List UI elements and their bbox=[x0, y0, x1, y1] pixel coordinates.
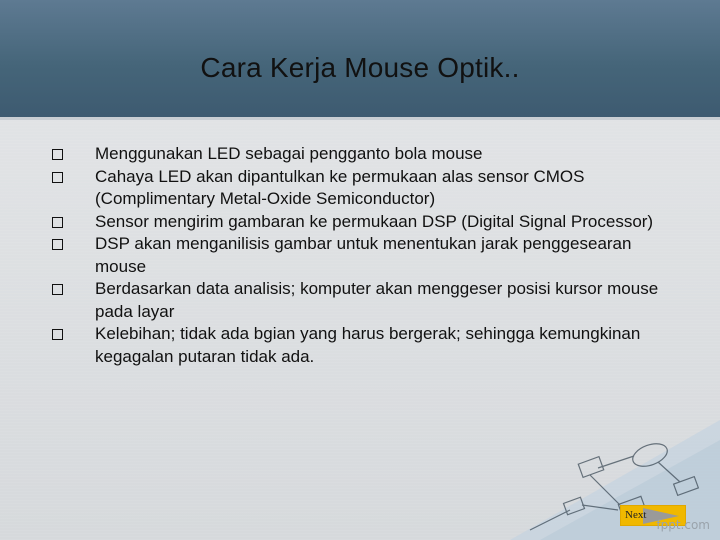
bullet-text: Cahaya LED akan dipantulkan ke permukaan alas sensor CMOS (Complimentary Metal-Oxide Semiconductor) bbox=[95, 166, 585, 208]
bullet-square-icon bbox=[52, 329, 63, 340]
list-item bbox=[52, 233, 662, 278]
bullet-square-icon bbox=[52, 149, 63, 160]
next-button-label: Next bbox=[625, 509, 647, 521]
watermark: fppt.com bbox=[656, 518, 710, 532]
bullet-list bbox=[52, 143, 662, 368]
bullet-text: Sensor mengirim gambaran ke permukaan DSP (Digital Signal Processor) bbox=[95, 211, 654, 231]
list-item bbox=[52, 143, 662, 166]
bullet-square-icon bbox=[52, 284, 63, 295]
list-item bbox=[52, 323, 662, 368]
bullet-square-icon bbox=[52, 217, 63, 228]
list-item bbox=[52, 166, 662, 211]
bullet-square-icon bbox=[52, 172, 63, 183]
bullet-text: Berdasarkan data analisis; komputer akan menggeser posisi kursor mouse pada layar bbox=[95, 279, 659, 321]
slide-title: Cara Kerja Mouse Optik.. bbox=[200, 52, 520, 83]
list-item bbox=[52, 278, 662, 323]
list-item bbox=[52, 211, 662, 234]
bullet-text: DSP akan menganilisis gambar untuk menentukan jarak penggesearan mouse bbox=[95, 234, 632, 276]
bullet-square-icon bbox=[52, 239, 63, 250]
bullet-text: Kelebihan; tidak ada bgian yang harus bergerak; sehingga kemungkinan kegagalan putaran tidak ada. bbox=[95, 324, 641, 366]
bullet-text: Menggunakan LED sebagai pengganto bola mouse bbox=[95, 144, 483, 163]
